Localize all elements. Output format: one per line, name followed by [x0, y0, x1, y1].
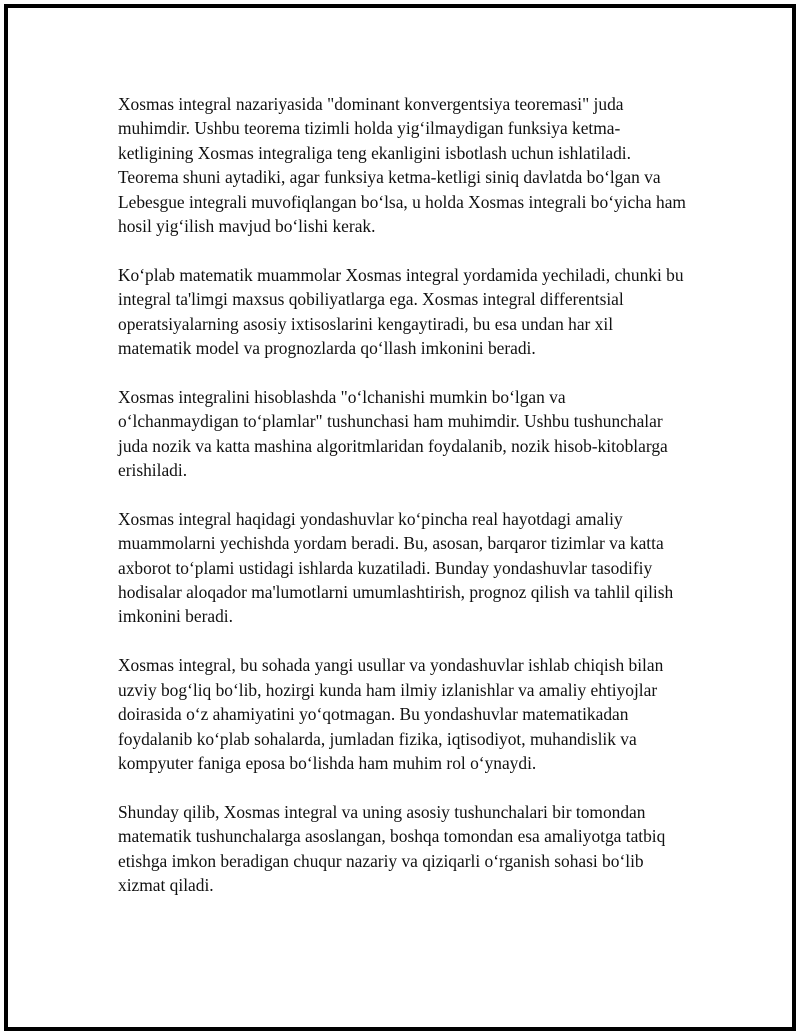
paragraph-4: Xosmas integral haqidagi yondashuvlar koʻpincha real hayotdagi amaliy muammolarni yechishda yordam beradi. Bu, asosan, barqaror tizimlar va katta axborot toʻplami ustidagi ishlarda kuzatiladi. Bunday yondashuvlar tasodifiy hodisalar aloqador ma'lumotlarni umumlashtirish, prognoz qilish va tahlil qilish imkonini beradi. — [118, 508, 674, 627]
paragraph-3: Xosmas integralini hisoblashda "oʻlchanishi mumkin boʻlgan va oʻlchanmaydigan toʻplamlar" tushunchasi ham muhimdir. Ushbu tushunchalar juda nozik va katta mashina algoritmlaridan foydalanib, nozik hisob-kitoblarga erishiladi. — [118, 386, 668, 481]
paragraph-2: Koʻplab matematik muammolar Xosmas integral yordamida yechiladi, chunki bu integral ta'limgi maxsus qobiliyatlarga ega. Xosmas integral differentsial operatsiyalarning asosiy ixtisoslarini kengaytiradi, bu esa undan har xil matematik model va prognozlarda qoʻllash imkonini beradi. — [118, 264, 684, 359]
paragraph-1: Xosmas integral nazariyasida "dominant konvergentsiya teoremasi" juda muhimdir. Ushbu teorema tizimli holda yigʻilmaydigan funksiya ketma-ketligining Xosmas integraliga teng ekanligini isbotlash uchun ishlatiladi. Teorema shuni aytadiki, agar funksiya ketma-ketligi siniq davlatda boʻlgan va Lebesgue integrali muvofiqlangan boʻlsa, u holda Xosmas integrali boʻyicha ham hosil yigʻilish mavjud boʻlishi kerak. — [118, 94, 686, 237]
document-body — [118, 92, 688, 922]
paragraph-5: Xosmas integral, bu sohada yangi usullar va yondashuvlar ishlab chiqish bilan uzviy bogʻliq boʻlib, hozirgi kunda ham ilmiy izlanishlar va amaliy ehtiyojlar doirasida oʻz ahamiyatini yoʻqotmagan. Bu yondashuvlar matematikadan foydalanib koʻplab sohalarda, jumladan fizika, iqtisodiyot, muhandislik va kompyuter faniga eposa boʻlishda ham muhim rol oʻynaydi. — [118, 655, 664, 773]
paragraph-6: Shunday qilib, Xosmas integral va uning asosiy tushunchalari bir tomondan matematik tushunchalarga asoslangan, boshqa tomondan esa amaliyotga tatbiq etishga imkon beradigan chuqur nazariy va qiziqarli oʻrganish sohasi boʻlib xizmat qiladi. — [118, 801, 666, 895]
